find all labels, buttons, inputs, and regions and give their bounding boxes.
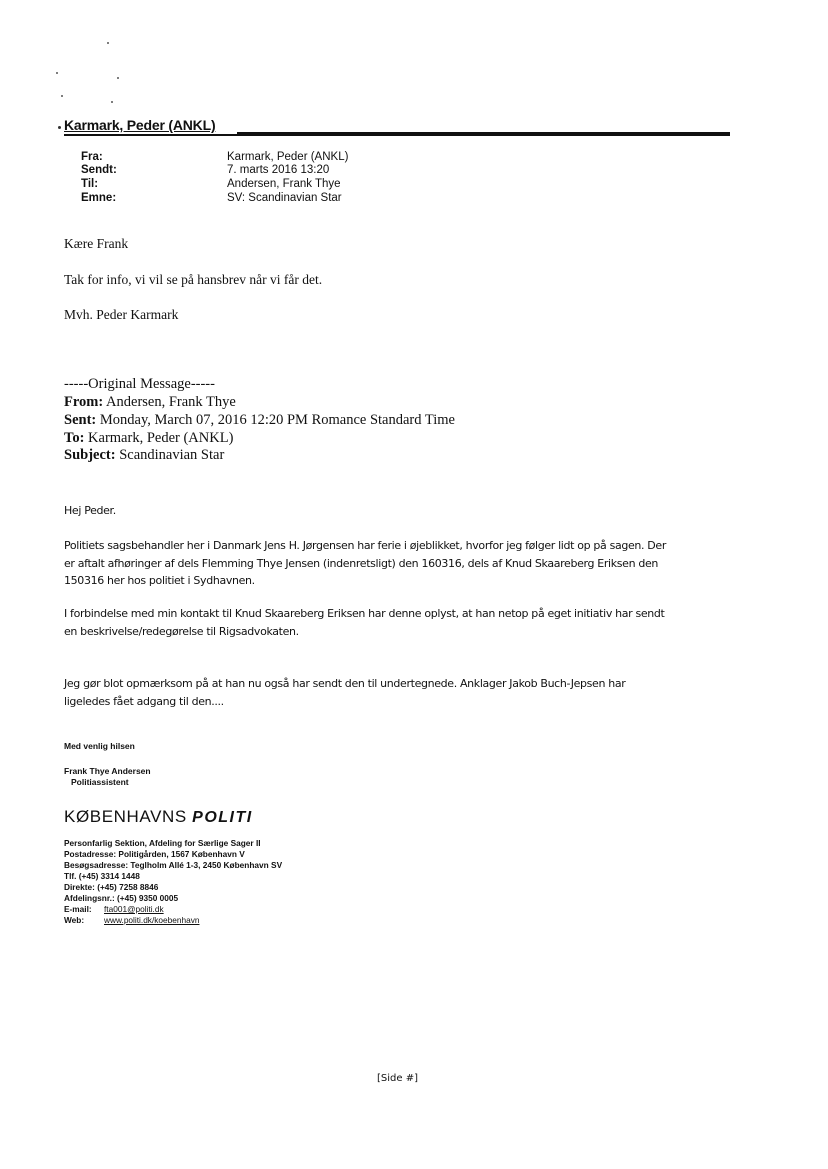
original-subject (64, 447, 224, 464)
original-to (64, 430, 233, 447)
paragraph-line: er aftalt afhøringer af dels Flemming Thye Jensen (indenretsligt) den 160316, dels af Knud Skaareberg Eriksen den (64, 556, 659, 570)
police-logo (64, 807, 253, 827)
paragraph-line: en beskrivelse/redegørelse til Rigsadvokaten. (64, 624, 299, 638)
paragraph-line: Jeg gør blot opmærksom på at han nu også har sendt den til undertegnede. Anklager Jakob Buch-Jepsen har (64, 677, 626, 690)
original-from-label: From: (64, 394, 104, 410)
signature-name: Frank Thye Andersen (64, 766, 151, 776)
email-link[interactable]: fta001@politi.dk (104, 904, 164, 914)
to-value: Andersen, Frank Thye (227, 178, 341, 190)
reply-body: Tak for info, vi vil se på hansbrev når vi får det. (64, 272, 323, 287)
original-paragraph-2 (64, 605, 744, 640)
original-subject-value: Scandinavian Star (119, 447, 225, 463)
header-rule-left (64, 134, 239, 136)
original-subject-label: Subject: (64, 447, 116, 463)
original-to-label: To: (64, 430, 85, 446)
sent-value: 7. marts 2016 13:20 (227, 164, 330, 176)
original-from-value: Andersen, Frank Thye (106, 394, 236, 410)
signature-department: Personfarlig Sektion, Afdeling for Særlige Sager II (64, 838, 261, 848)
subject-value: SV: Scandinavian Star (227, 192, 342, 204)
logo-suffix: POLITI (192, 809, 253, 826)
scan-speck (117, 77, 119, 79)
paragraph-line: 150316 her hos politiet i Sydhavnen. (64, 574, 255, 587)
original-sent-value: Monday, March 07, 2016 12:20 PM Romance Standard Time (99, 412, 455, 428)
from-value: Karmark, Peder (ANKL) (227, 151, 349, 163)
reply-signoff: Mvh. Peder Karmark (64, 307, 179, 322)
signature-direct: Direkte: (+45) 7258 8846 (64, 882, 159, 892)
signature-title: Politiassistent (71, 777, 129, 787)
original-greeting: Hej Peder. (64, 504, 116, 517)
signature-visit: Besøgsadresse: Teglholm Allé 1-3, 2450 København SV (64, 860, 283, 870)
paragraph-line: I forbindelse med min kontakt til Knud Skaareberg Eriksen har denne oplyst, at han netop på eget initiativ har sendt (64, 607, 665, 620)
logo-prefix: KØBENHAVNS (64, 807, 187, 826)
scan-speck (111, 101, 113, 103)
paragraph-line: ligeledes fået adgang til den.... (64, 694, 224, 708)
subject-label: Emne: (81, 192, 117, 204)
original-paragraph-3 (64, 675, 744, 710)
scan-speck (107, 42, 109, 44)
email-label: E-mail: (64, 904, 92, 914)
sender-bullet (58, 126, 61, 129)
signature-dept-no: Afdelingsnr.: (+45) 9350 0005 (64, 893, 179, 903)
original-sent (64, 412, 455, 429)
header-rule (237, 132, 730, 136)
original-marker: -----Original Message----- (64, 376, 215, 392)
original-to-value: Karmark, Peder (ANKL) (88, 430, 234, 446)
web-label: Web: (64, 915, 85, 925)
signature-closing: Med venlig hilsen (64, 741, 135, 751)
to-label: Til: (81, 178, 99, 190)
sent-label: Sendt: (81, 164, 117, 176)
page-footer: [Side #] (377, 1073, 418, 1084)
signature-postal: Postadresse: Politigården, 1567 København V (64, 849, 245, 859)
original-sent-label: Sent: (64, 412, 97, 428)
original-paragraph-1 (64, 537, 744, 590)
sender-name: Karmark, Peder (ANKL) (64, 117, 216, 133)
from-label: Fra: (81, 151, 103, 163)
paragraph-line: Politiets sagsbehandler her i Danmark Jens H. Jørgensen har ferie i øjeblikket, hvorfor jeg følger lidt op på sagen. Der (64, 539, 667, 552)
reply-greeting: Kære Frank (64, 236, 129, 251)
web-link[interactable]: www.politi.dk/koebenhavn (104, 915, 200, 925)
scan-speck (61, 95, 63, 97)
scan-speck (56, 72, 58, 74)
signature-phone: Tlf. (+45) 3314 1448 (64, 871, 140, 881)
original-from (64, 394, 236, 411)
